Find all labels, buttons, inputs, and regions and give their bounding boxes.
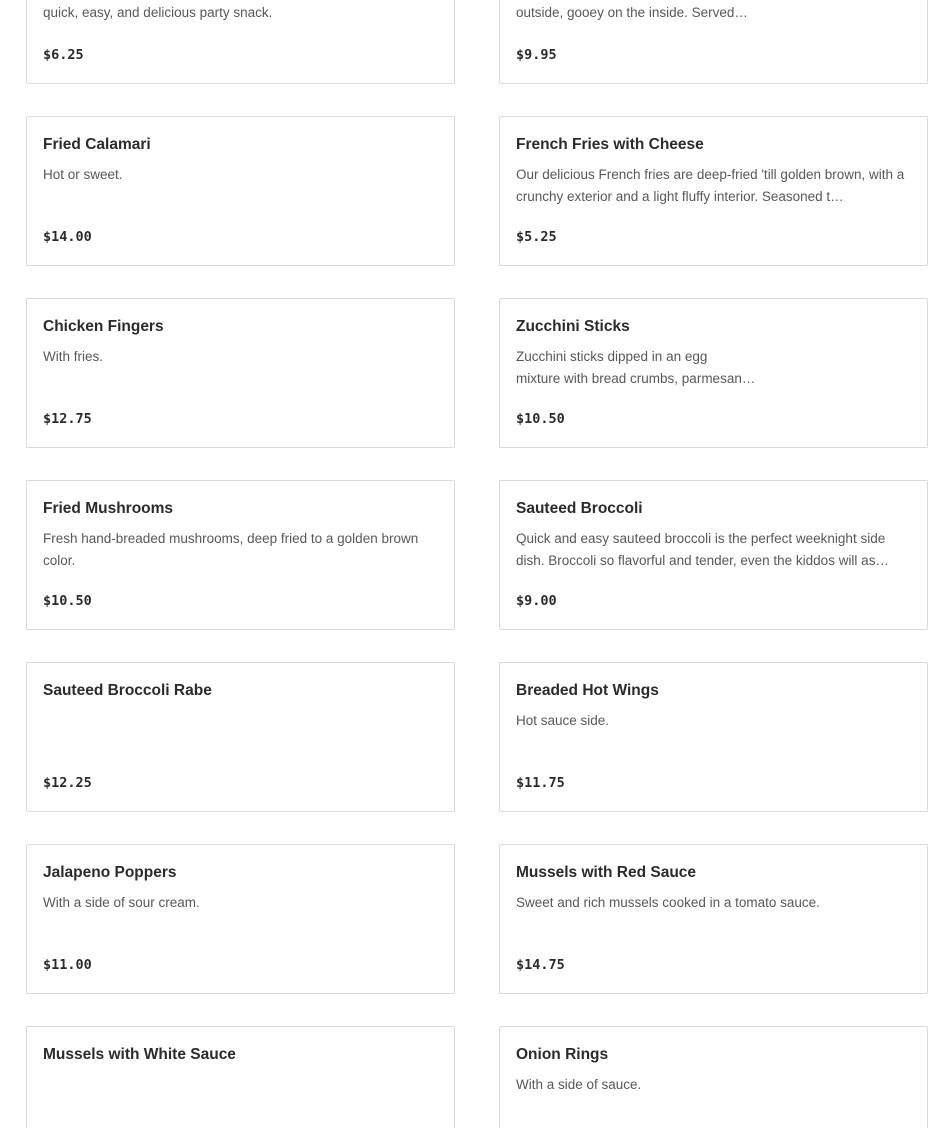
menu-item-name: Breaded Hot Wings (516, 682, 659, 699)
menu-item-price: $12.75 (43, 411, 92, 427)
menu-item-card[interactable] (499, 298, 928, 448)
menu-item-name: Chicken Fingers (43, 318, 164, 335)
menu-item-name: Sauteed Broccoli (516, 500, 643, 517)
menu-item-card[interactable] (26, 844, 455, 994)
menu-item-name: Mussels with White Sauce (43, 1046, 236, 1063)
menu-item-description: Hot sauce side. (516, 713, 610, 728)
menu-item-name: Mussels with Red Sauce (516, 864, 697, 881)
menu-item-description: With a side of sauce. (516, 1077, 642, 1092)
menu-item-description: With a side of sour cream. (43, 895, 200, 910)
menu-item-price: $10.50 (43, 593, 92, 609)
menu-item-price: $9.00 (516, 593, 557, 609)
menu-item-description: Fresh hand-breaded mushrooms, deep fried to a golden brown color. (43, 531, 419, 568)
menu-item-card[interactable] (499, 0, 928, 84)
menu-item-name: Onion Rings (516, 1046, 609, 1063)
menu-item-card[interactable] (499, 480, 928, 630)
menu-item-description: quick, easy, and delicious party snack. (43, 5, 273, 20)
menu-item-description: Our delicious French fries are deep-fried 'till golden brown, with a crunchy exterior and a light fluffy interior. Seasoned t… (516, 167, 905, 204)
menu-item-price: $9.95 (516, 47, 557, 63)
menu-item-name: Fried Mushrooms (43, 500, 174, 517)
menu-item-price: $11.75 (516, 775, 565, 791)
menu-item-name: Jalapeno Poppers (43, 864, 177, 881)
menu-item-card[interactable] (26, 662, 455, 812)
menu-item-price: $14.00 (43, 229, 92, 245)
menu-item-card[interactable] (26, 480, 455, 630)
menu-item-description: outside, gooey on the inside. Served… (516, 5, 748, 20)
menu-item-name: French Fries with Cheese (516, 136, 704, 153)
menu-item-description (43, 710, 438, 754)
menu-item-description: Quick and easy sauteed broccoli is the perfect weeknight side dish. Broccoli so flavorful and tender, even the kiddos will as… (516, 531, 889, 568)
menu-item-name: Zucchini Sticks (516, 318, 630, 335)
menu-item-card[interactable] (499, 116, 928, 266)
menu-item-card[interactable] (499, 1026, 928, 1128)
menu-item-price: $6.25 (43, 47, 84, 63)
menu-item-card[interactable] (26, 116, 455, 266)
menu-item-description: Zucchini sticks dipped in an egg mixture with bread crumbs, parmesan… (516, 349, 756, 386)
menu-item-price: $14.75 (516, 957, 565, 973)
menu-item-card[interactable] (26, 1026, 455, 1128)
menu-item-price: $10.50 (516, 411, 565, 427)
menu-item-name: Fried Calamari (43, 136, 151, 153)
menu-item-card[interactable] (26, 298, 455, 448)
menu-item-description: Hot or sweet. (43, 167, 123, 182)
menu-item-price: $11.00 (43, 957, 92, 973)
menu-item-description (43, 1074, 438, 1118)
menu-item-name: Sauteed Broccoli Rabe (43, 682, 212, 699)
menu-item-price: $5.25 (516, 229, 557, 245)
menu-item-description: Sweet and rich mussels cooked in a tomato sauce. (516, 895, 820, 910)
menu-item-card[interactable] (26, 0, 455, 84)
menu-item-card[interactable] (499, 662, 928, 812)
menu-item-card[interactable] (499, 844, 928, 994)
menu-item-price: $12.25 (43, 775, 92, 791)
menu-item-description: With fries. (43, 349, 104, 364)
